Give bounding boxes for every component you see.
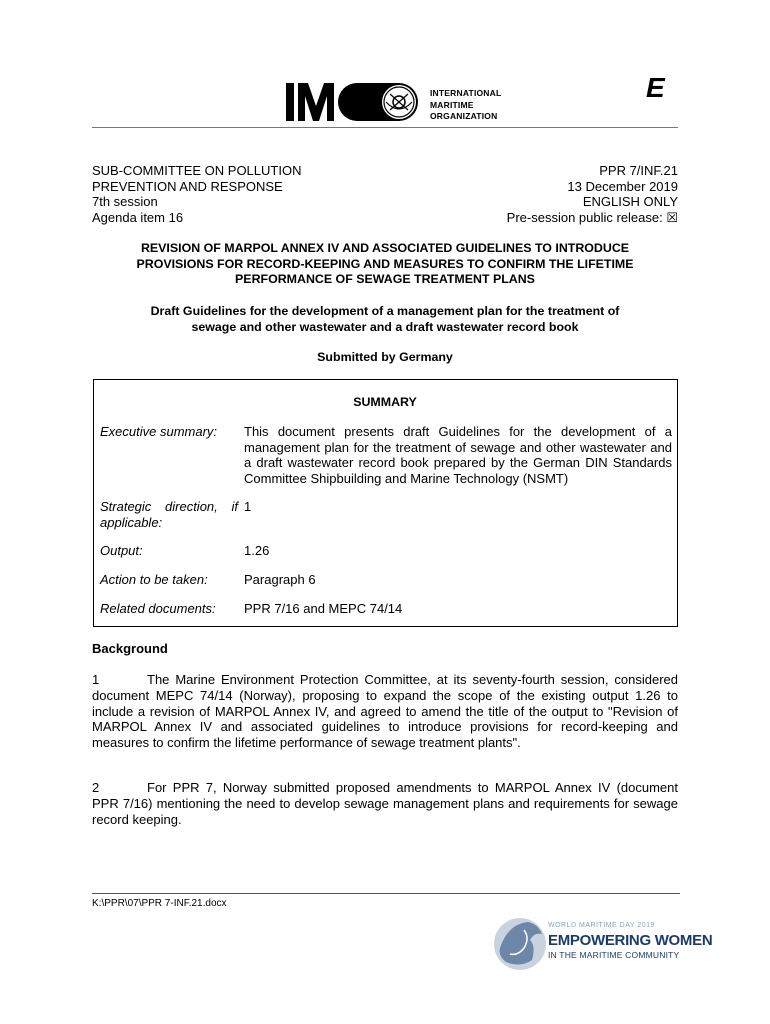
summary-label: Action to be taken: [100, 572, 208, 587]
section-heading: Background [92, 641, 168, 656]
submitted-by: Submitted by Germany [317, 350, 453, 364]
doc-number: PPR 7/INF.21 [599, 163, 678, 178]
release-status: Pre-session public release: ☒ [506, 209, 678, 225]
summary-value: This document presents draft Guidelines for the development of a management plan for the treatment of sewage and other wastewater and a draft wastewater record book prepared by the German DIN Standards Committee Shipbuilding and Marine Technology (NSMT) [244, 424, 672, 486]
paragraph-text: For PPR 7, Norway submitted proposed amendments to MARPOL Annex IV (document PPR 7/16) mentioning the need to develop sewage management plans and requirements for sewage record keeping. [92, 780, 678, 827]
document-info [507, 163, 678, 225]
org-name: INTERNATIONAL MARITIME ORGANIZATION [430, 88, 502, 121]
campaign-subtitle: IN THE MARITIME COMMUNITY [548, 950, 680, 960]
committee-info: SUB-COMMITTEE ON POLLUTION PREVENTION AND RESPONSE 7th session Agenda item 16 [92, 163, 302, 225]
header-rule [92, 127, 678, 128]
campaign-title: EMPOWERING WOMEN [548, 932, 713, 949]
campaign-small-text: WORLD MARITIME DAY 2019 [548, 922, 655, 929]
summary-label: Output: [100, 543, 143, 558]
paragraph-text: The Marine Environment Protection Committee, at its seventy-fourth session, considered document MEPC 74/14 (Norway), proposing to expand the scope of the existing output 1.26 to include a revision of MARPOL Annex IV, and agreed to amend the title of the output to "Revision of MARPOL Annex IV and associated guidelines to introduce provisions for record-keeping and measures to confirm the lifetime performance of sewage treatment plants". [92, 672, 678, 751]
doc-date: 13 December 2019 [567, 178, 678, 194]
document-subtitle: Draft Guidelines for the development of a management plan for the treatment of sewage and other wastewater and a draft wastewater record book [150, 304, 620, 334]
paragraph-number: 1 [92, 672, 100, 687]
footer-rule [92, 893, 680, 894]
doc-language: ENGLISH ONLY [582, 194, 678, 210]
document-title: REVISION OF MARPOL ANNEX IV AND ASSOCIATED GUIDELINES TO INTRODUCE PROVISIONS FOR RECORD-KEEPING AND MEASURES TO CONFIRM THE LIFETIME PERFORMANCE OF SEWAGE TREATMENT PLANS [136, 241, 634, 286]
paragraph [92, 780, 678, 827]
language-code: E [646, 72, 665, 103]
summary-value: 1.26 [244, 543, 270, 558]
summary-label: Related documents: [100, 601, 216, 616]
file-path: K:\PPR\07\PPR 7-INF.21.docx [92, 898, 227, 909]
summary-value: Paragraph 6 [244, 572, 316, 587]
paragraph [92, 672, 678, 751]
summary-heading: SUMMARY [353, 395, 417, 409]
summary-value: 1 [244, 499, 252, 514]
paragraph-number: 2 [92, 780, 100, 795]
summary-label: Executive summary: [100, 424, 218, 439]
summary-value: PPR 7/16 and MEPC 74/14 [244, 601, 403, 616]
summary-label: Strategic direction, if applicable: [100, 499, 238, 530]
